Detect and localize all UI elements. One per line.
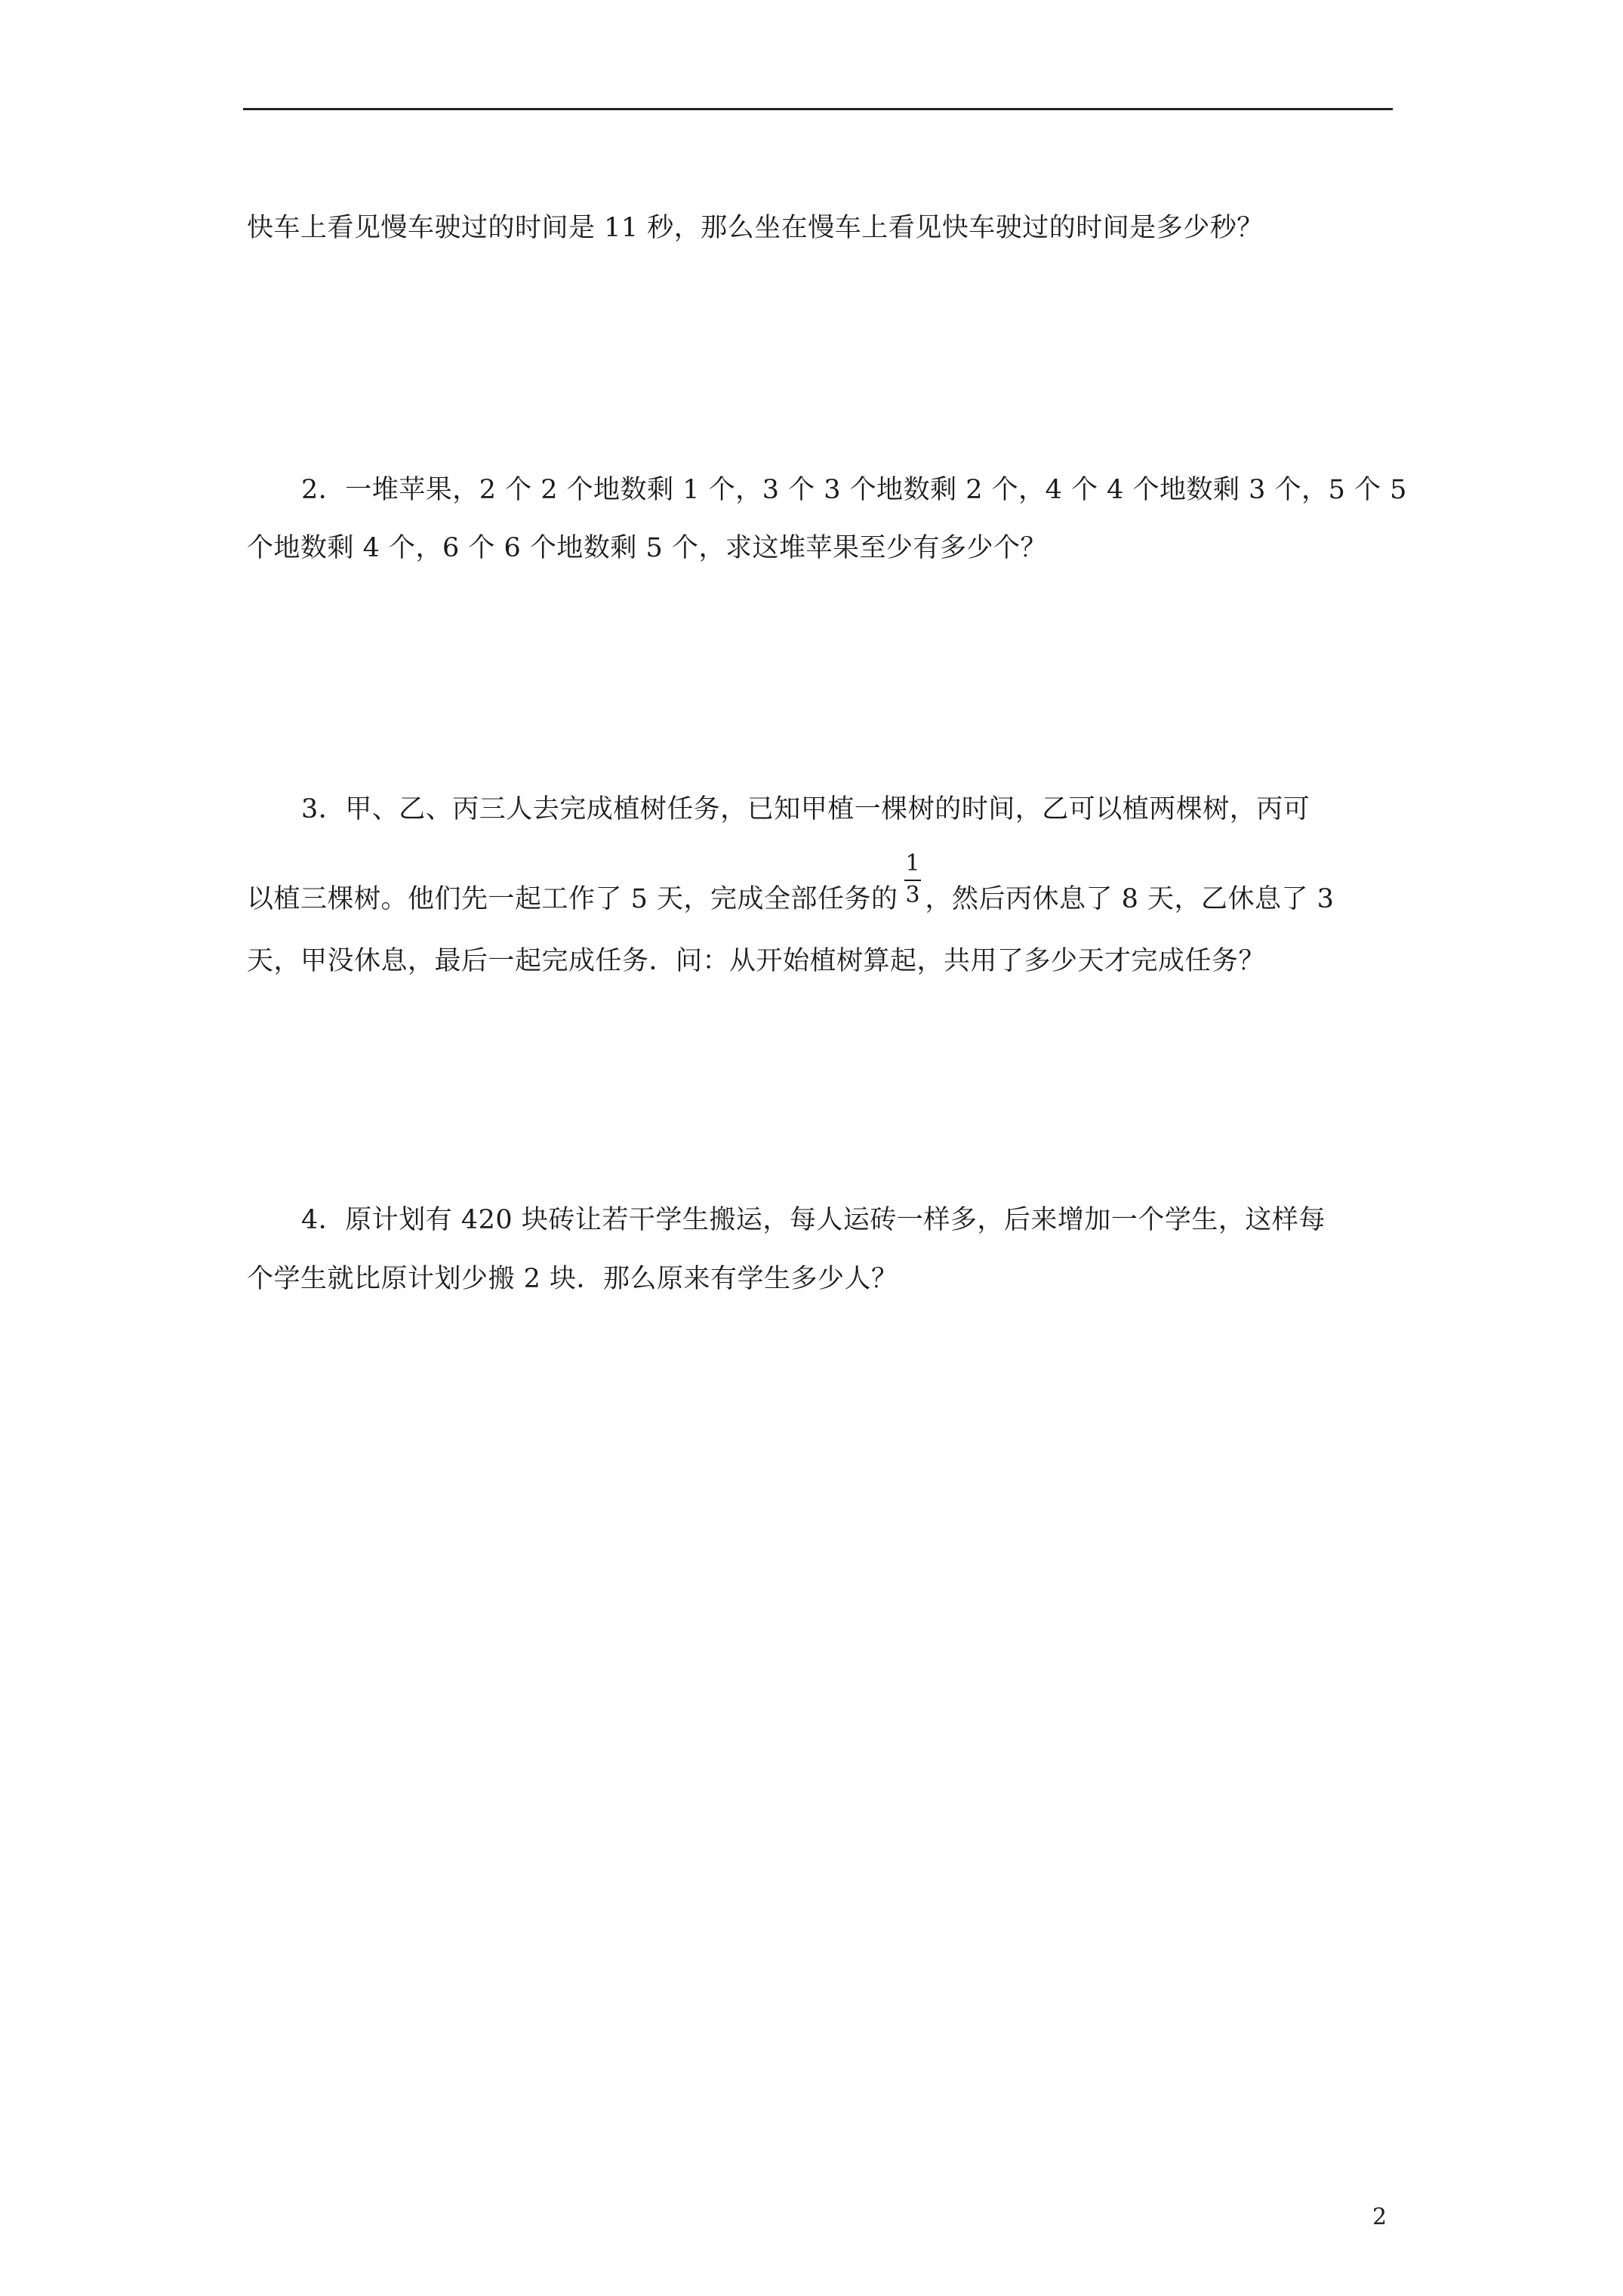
problem-4-line-1: 4．原计划有 420 块砖让若干学生搬运，每人运砖一样多，后来增加一个学生，这样每 [301, 1205, 1326, 1235]
problem-3-line-2-before: 以植三棵树。他们先一起工作了 5 天，完成全部任务的 [247, 884, 898, 914]
problem-2-line-2: 个地数剩 4 个，6 个 6 个地数剩 5 个，求这堆苹果至少有多少个？ [247, 533, 1047, 563]
page-number: 2 [1372, 2204, 1387, 2230]
problem-3-line-3: 天，甲没休息，最后一起完成任务．问：从开始植树算起，共用了多少天才完成任务？ [247, 946, 1266, 976]
fraction-denominator: 3 [905, 882, 921, 908]
fraction-one-third [903, 850, 924, 914]
problem-3-line-2 [247, 850, 1398, 914]
header-rule [243, 108, 1393, 110]
fraction-bar [904, 880, 921, 881]
fraction-numerator: 1 [905, 850, 921, 877]
problem-1-line-1: 快车上看见慢车驶过的时间是 11 秒，那么坐在慢车上看见快车驶过的时间是多少秒？ [247, 213, 1264, 243]
problem-3-line-1: 3．甲、乙、丙三人去完成植树任务，已知甲植一棵树的时间，乙可以植两棵树，丙可 [301, 794, 1310, 824]
problem-4-line-2: 个学生就比原计划少搬 2 块．那么原来有学生多少人？ [247, 1264, 898, 1294]
problem-3-line-2-after: ，然后丙休息了 8 天，乙休息了 3 [925, 884, 1335, 914]
problem-2-line-1: 2．一堆苹果，2 个 2 个地数剩 1 个，3 个 3 个地数剩 2 个，4 个 4 个地数剩 3 个，5 个 5 [301, 475, 1407, 505]
